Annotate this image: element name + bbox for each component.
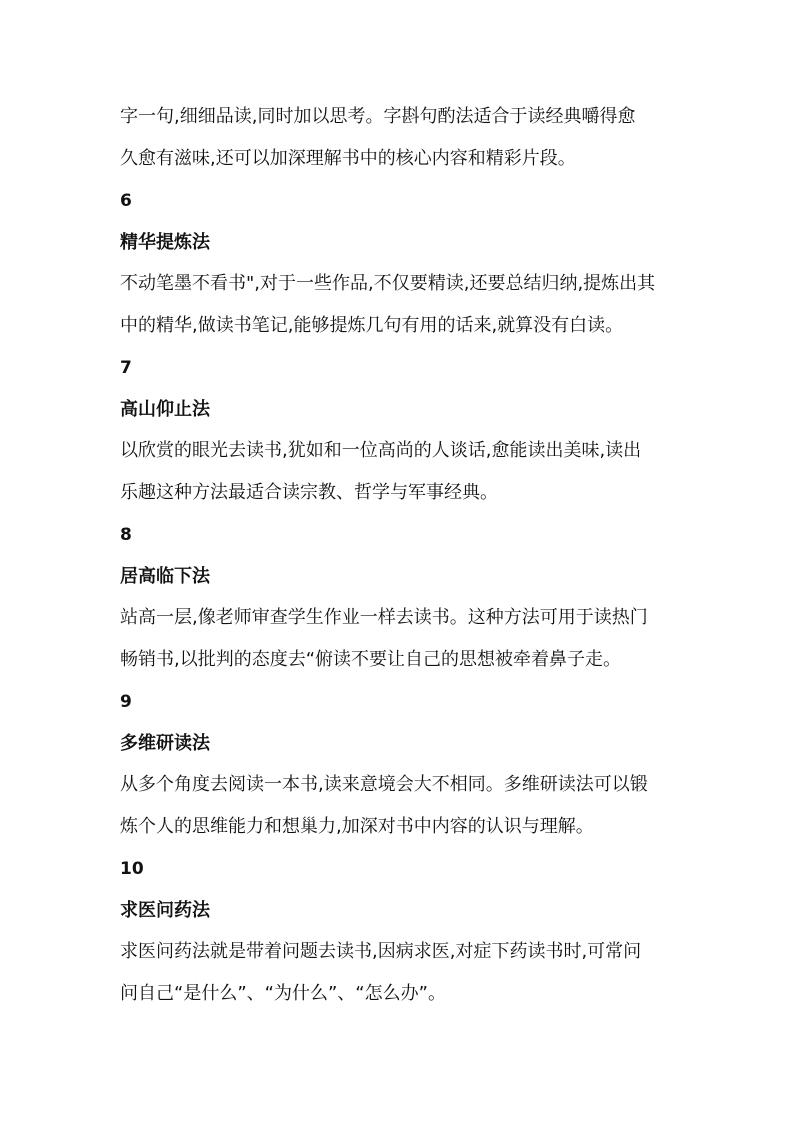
intro-line-1: 字一句,细细品读,同时加以思考。字斟句酌法适合于读经典嚼得愈 <box>120 106 636 127</box>
section-text-6-line-1: 不动笔墨不看书",对于一些作品,不仅要精读,还要总结归纳,提炼出其 <box>120 273 656 294</box>
section-text-7-line-1: 以欣赏的眼光去读书,犹如和一位高尚的人谈话,愈能读出美味,读出 <box>120 440 642 461</box>
section-number-8: 8 <box>120 525 132 545</box>
section-title-8: 居高临下法 <box>120 566 210 587</box>
section-text-10-line-1: 求医问药法就是带着问题去读书,因病求医,对症下药读书时,可常问 <box>120 941 642 962</box>
section-text-9-line-1: 从多个角度去阅读一本书,读来意境会大不相同。多维研读法可以锻 <box>120 774 648 795</box>
section-number-9: 9 <box>120 692 132 712</box>
section-text-7-line-2: 乐趣这种方法最适合读宗教、哲学与军事经典。 <box>120 482 498 503</box>
section-text-6-line-2: 中的精华,做读书笔记,能够提炼几句有用的话来,就算没有白读。 <box>120 315 624 336</box>
section-number-6: 6 <box>120 191 132 211</box>
section-title-7: 高山仰止法 <box>120 399 210 420</box>
section-text-9-line-2: 炼个人的思维能力和想巢力,加深对书中内容的认识与理解。 <box>120 816 594 837</box>
section-title-10: 求医问药法 <box>120 900 210 921</box>
section-title-9: 多维研读法 <box>120 733 210 754</box>
section-title-6: 精华提炼法 <box>120 232 210 253</box>
section-number-7: 7 <box>120 358 132 378</box>
section-number-10: 10 <box>120 859 144 879</box>
section-text-10-line-2: 问自己“是什么”、“为什么”、“怎么办”。 <box>120 983 446 1004</box>
section-text-8-line-2: 畅销书,以批判的态度去“俯读不要让自己的思想被牵着鼻子走。 <box>120 649 622 670</box>
section-text-8-line-1: 站高一层,像老师审查学生作业一样去读书。这种方法可用于读热门 <box>120 607 648 628</box>
intro-line-2: 久愈有滋味,还可以加深理解书中的核心内容和精彩片段。 <box>120 148 576 169</box>
